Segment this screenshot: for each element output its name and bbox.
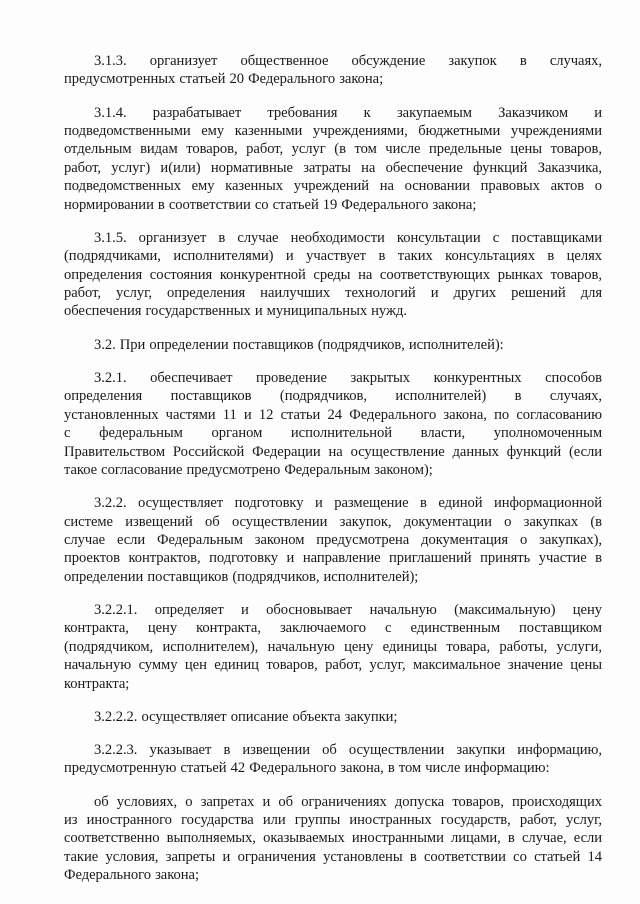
text-line: контракта, цену контракта, заключаемого с единственным поставщиком [64,620,602,637]
document-body [64,52,602,899]
text-line: из иностранного государства или группы иностранных государств, работ, услуг, [64,811,602,828]
text-line: определении поставщиков (подрядчиков, исполнителей); [64,568,419,585]
text-line: подведомственными ему казенными учреждениями, бюджетными учреждениями [64,123,602,140]
text-line: работ, услуг) и(или) нормативные затраты на обеспечение функций Заказчика, [64,159,602,176]
text-line: (подрядчиками, исполнителями) и участвует в таких консультациях в целях [64,248,602,265]
paragraph [64,369,602,479]
text-line: предусмотренную статьей 42 Федерального закона, в том числе информацию: [64,760,550,777]
text-line: 3.1.3. организует общественное обсуждение закупок в случаях, [94,53,602,69]
text-line: 3.1.5. организует в случае необходимости консультации с поставщиками [94,229,602,246]
text-line: 3.2.2.1. определяет и обосновывает начальную (максимальную) цену [94,601,602,618]
text-line: определения поставщиков (подрядчиков, исполнителей) в случаях, [64,388,602,405]
text-line: 3.2.2.3. указывает в извещении об осуществлении закупки информацию, [94,741,602,758]
text-line: Федерального закона; [64,867,199,884]
text-line: определения состояния конкурентной среды на соответствующих рынках товаров, [64,266,602,283]
text-line: 3.2.1. обеспечивает проведение закрытых конкурентных способов [94,369,602,386]
paragraph [64,793,602,885]
text-line: подведомственных ему казенных учреждений на основании правовых актов о [64,178,602,195]
paragraph [64,601,602,693]
text-line: 3.1.4. разрабатывает требования к закупаемым Заказчиком и [94,104,602,121]
text-line: работ, услуг, определения наилучших технологий и других решений для [64,285,602,302]
paragraph [64,494,602,586]
text-line: нормировании в соответствии со статьей 19 Федерального закона; [64,196,477,213]
text-line: проектов контрактов, подготовку и направление приглашений принять участие в [64,550,602,567]
paragraph [64,52,602,89]
text-line: 3.2.2.2. осуществляет описание объекта закупки; [94,708,398,725]
text-line: об условиях, о запретах и об ограничениях допуска товаров, происходящих [94,793,602,810]
text-line: обеспечения государственных и муниципальных нужд. [64,303,407,320]
paragraph [64,741,602,778]
text-line: такие условия, запреты и ограничения установлены в соответствии со статьей 14 [64,848,602,865]
text-line: установленных частями 11 и 12 статьи 24 Федерального закона, по согласованию [64,406,602,423]
text-line: такое согласование предусмотрено Федеральным законом); [64,461,433,478]
text-line: системе извещений об осуществлении закупок, документации о закупках (в [64,513,602,530]
paragraph [64,104,602,214]
paragraph [64,229,602,321]
text-line: случае если Федеральным законом предусмотрена документация о закупках), [64,531,602,548]
paragraph [64,708,602,726]
text-line: 3.2. При определении поставщиков (подрядчиков, исполнителей): [94,336,504,353]
text-line: (подрядчиком, исполнителем), начальную цену единицы товара, работы, услуги, [64,638,602,655]
paragraph [64,336,602,354]
text-line: с федеральным органом исполнительной власти, уполномоченным [64,425,602,442]
text-line: Правительством Российской Федерации на осуществление данных функций (если [64,443,602,460]
text-line: начальную сумму цен единиц товаров, работ, услуг, максимальное значение цены [64,657,602,674]
text-line: 3.2.2. осуществляет подготовку и размещение в единой информационной [94,495,602,512]
text-line: соответственно выполняемых, оказываемых иностранными лицами, в случае, если [64,830,602,847]
text-line: контракта; [64,675,130,692]
text-line: отдельным видам товаров, работ, услуг (в том числе предельные цены товаров, [64,141,602,158]
text-line: предусмотренных статьей 20 Федерального закона; [64,71,384,88]
